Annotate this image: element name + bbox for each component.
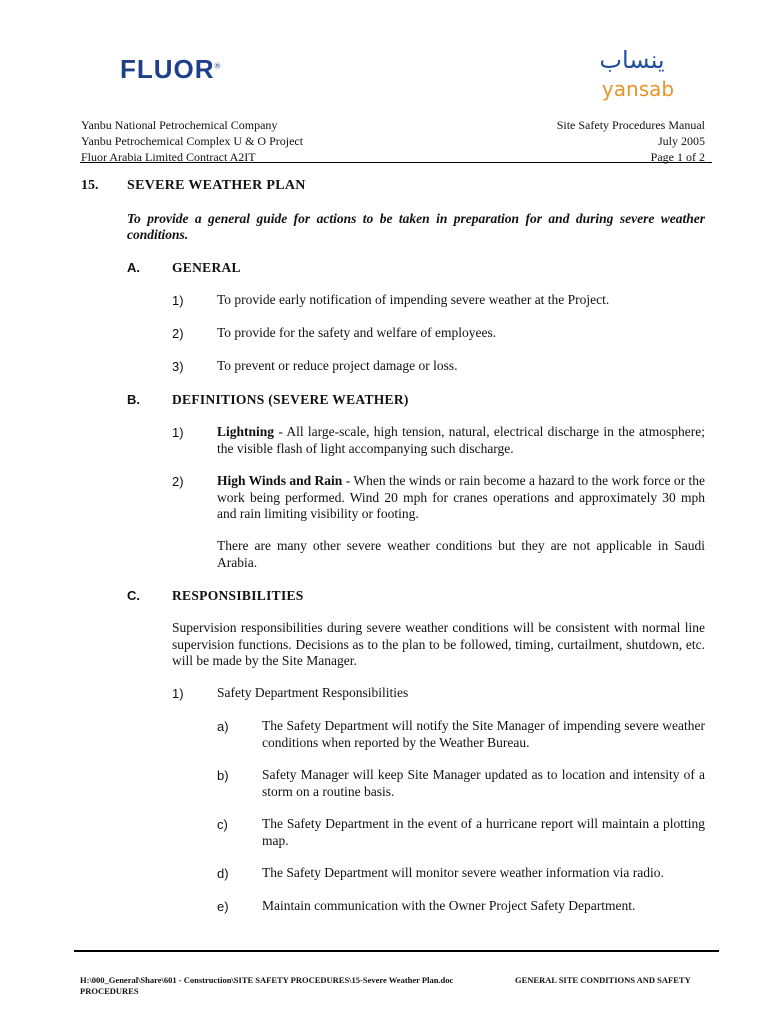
subsection-letter-c: C.	[127, 588, 140, 603]
list-item-text: To provide for the safety and welfare of employees.	[217, 325, 497, 340]
header-company: Yanbu National Petrochemical Company	[81, 118, 278, 132]
list-item-number: 2)	[172, 326, 184, 341]
header-page-number: Page 1 of 2	[650, 150, 705, 164]
list-item-text: To prevent or reduce project damage or loss.	[217, 358, 458, 373]
list-item-number: 1)	[172, 293, 184, 308]
sub-item-text: Safety Manager will keep Site Manager updated as to location and intensity of a storm on a routine basis.	[262, 767, 705, 799]
sub-item-label: a)	[217, 719, 229, 734]
footer-title: GENERAL SITE CONDITIONS AND SAFETY	[515, 975, 691, 985]
definition-term: Lightning	[217, 424, 275, 439]
footer-file-path: H:\000_General\Share\601 - Construction\SITE SAFETY PROCEDURES\15-Severe Weather Plan.doc	[80, 975, 454, 985]
definition-high-winds	[217, 473, 705, 523]
footer-title-continued: PROCEDURES	[80, 986, 139, 996]
definition-text: - All large-scale, high tension, natural, electrical discharge in the atmosphere; the visible flash of light accompanying such discharge.	[217, 424, 705, 456]
header-divider	[80, 162, 712, 163]
responsibilities-intro: Supervision responsibilities during severe weather conditions will be consistent with normal line supervision functions. Decisions as to the plan to be followed, timing, curtailment, shutdown, etc. will be made by the Site Manager.	[172, 620, 705, 668]
sub-item-label: c)	[217, 817, 228, 832]
subsection-title-definitions: DEFINITIONS (SEVERE WEATHER)	[172, 392, 409, 407]
fluor-registered-mark: ®	[214, 61, 222, 71]
list-item-text: To provide early notification of impending severe weather at the Project.	[217, 292, 610, 307]
footer-divider	[74, 950, 719, 952]
sub-item-text: The Safety Department will notify the Site Manager of impending severe weather conditions when reported by the Weather Bureau.	[262, 718, 705, 750]
subsection-title-general: GENERAL	[172, 260, 241, 275]
subsection-letter-b: B.	[127, 392, 140, 407]
fluor-logo-text: FLUOR	[120, 54, 215, 84]
section-number: 15.	[81, 178, 99, 193]
sub-item-text: Maintain communication with the Owner Project Safety Department.	[262, 898, 636, 913]
list-item-number: 3)	[172, 359, 184, 374]
yansab-latin-text: yansab	[601, 77, 675, 101]
sub-item-label: e)	[217, 899, 229, 914]
header-project: Yanbu Petrochemical Complex U & O Project	[81, 134, 304, 148]
subsection-letter-a: A.	[127, 260, 140, 275]
sub-item-label: d)	[217, 866, 229, 881]
subsection-title-responsibilities: RESPONSIBILITIES	[172, 588, 304, 603]
list-item-number: 1)	[172, 686, 184, 701]
section-intro: To provide a general guide for actions to be taken in preparation for and during severe weather conditions.	[127, 211, 705, 242]
definition-term: High Winds and Rain	[217, 473, 343, 488]
list-item-number: 2)	[172, 474, 184, 489]
yansab-arabic-text: ينساب	[599, 46, 665, 74]
sub-item-text: The Safety Department will monitor severe weather information via radio.	[262, 865, 664, 880]
list-item-number: 1)	[172, 425, 184, 440]
header-date: July 2005	[657, 134, 705, 148]
definitions-note: There are many other severe weather conditions but they are not applicable in Saudi Arabia.	[217, 538, 705, 570]
header-contract: Fluor Arabia Limited Contract A2IT	[81, 150, 256, 164]
yansab-logo	[572, 44, 692, 102]
safety-department-heading: Safety Department Responsibilities	[217, 685, 409, 700]
header-right	[557, 117, 705, 165]
header-manual: Site Safety Procedures Manual	[556, 118, 705, 132]
sub-item-text: The Safety Department in the event of a hurricane report will maintain a plotting map.	[262, 816, 705, 848]
definition-lightning	[217, 424, 705, 457]
definition-text: - When the winds or rain become a hazard to the work force or the work being performed. Wind 20 mph for cranes operations and approximately 30 mph and rain limiting visibility or footing.	[217, 473, 705, 521]
sub-item-label: b)	[217, 768, 229, 783]
fluor-logo	[120, 54, 221, 85]
header-left	[81, 117, 303, 165]
section-title: SEVERE WEATHER PLAN	[127, 178, 306, 193]
